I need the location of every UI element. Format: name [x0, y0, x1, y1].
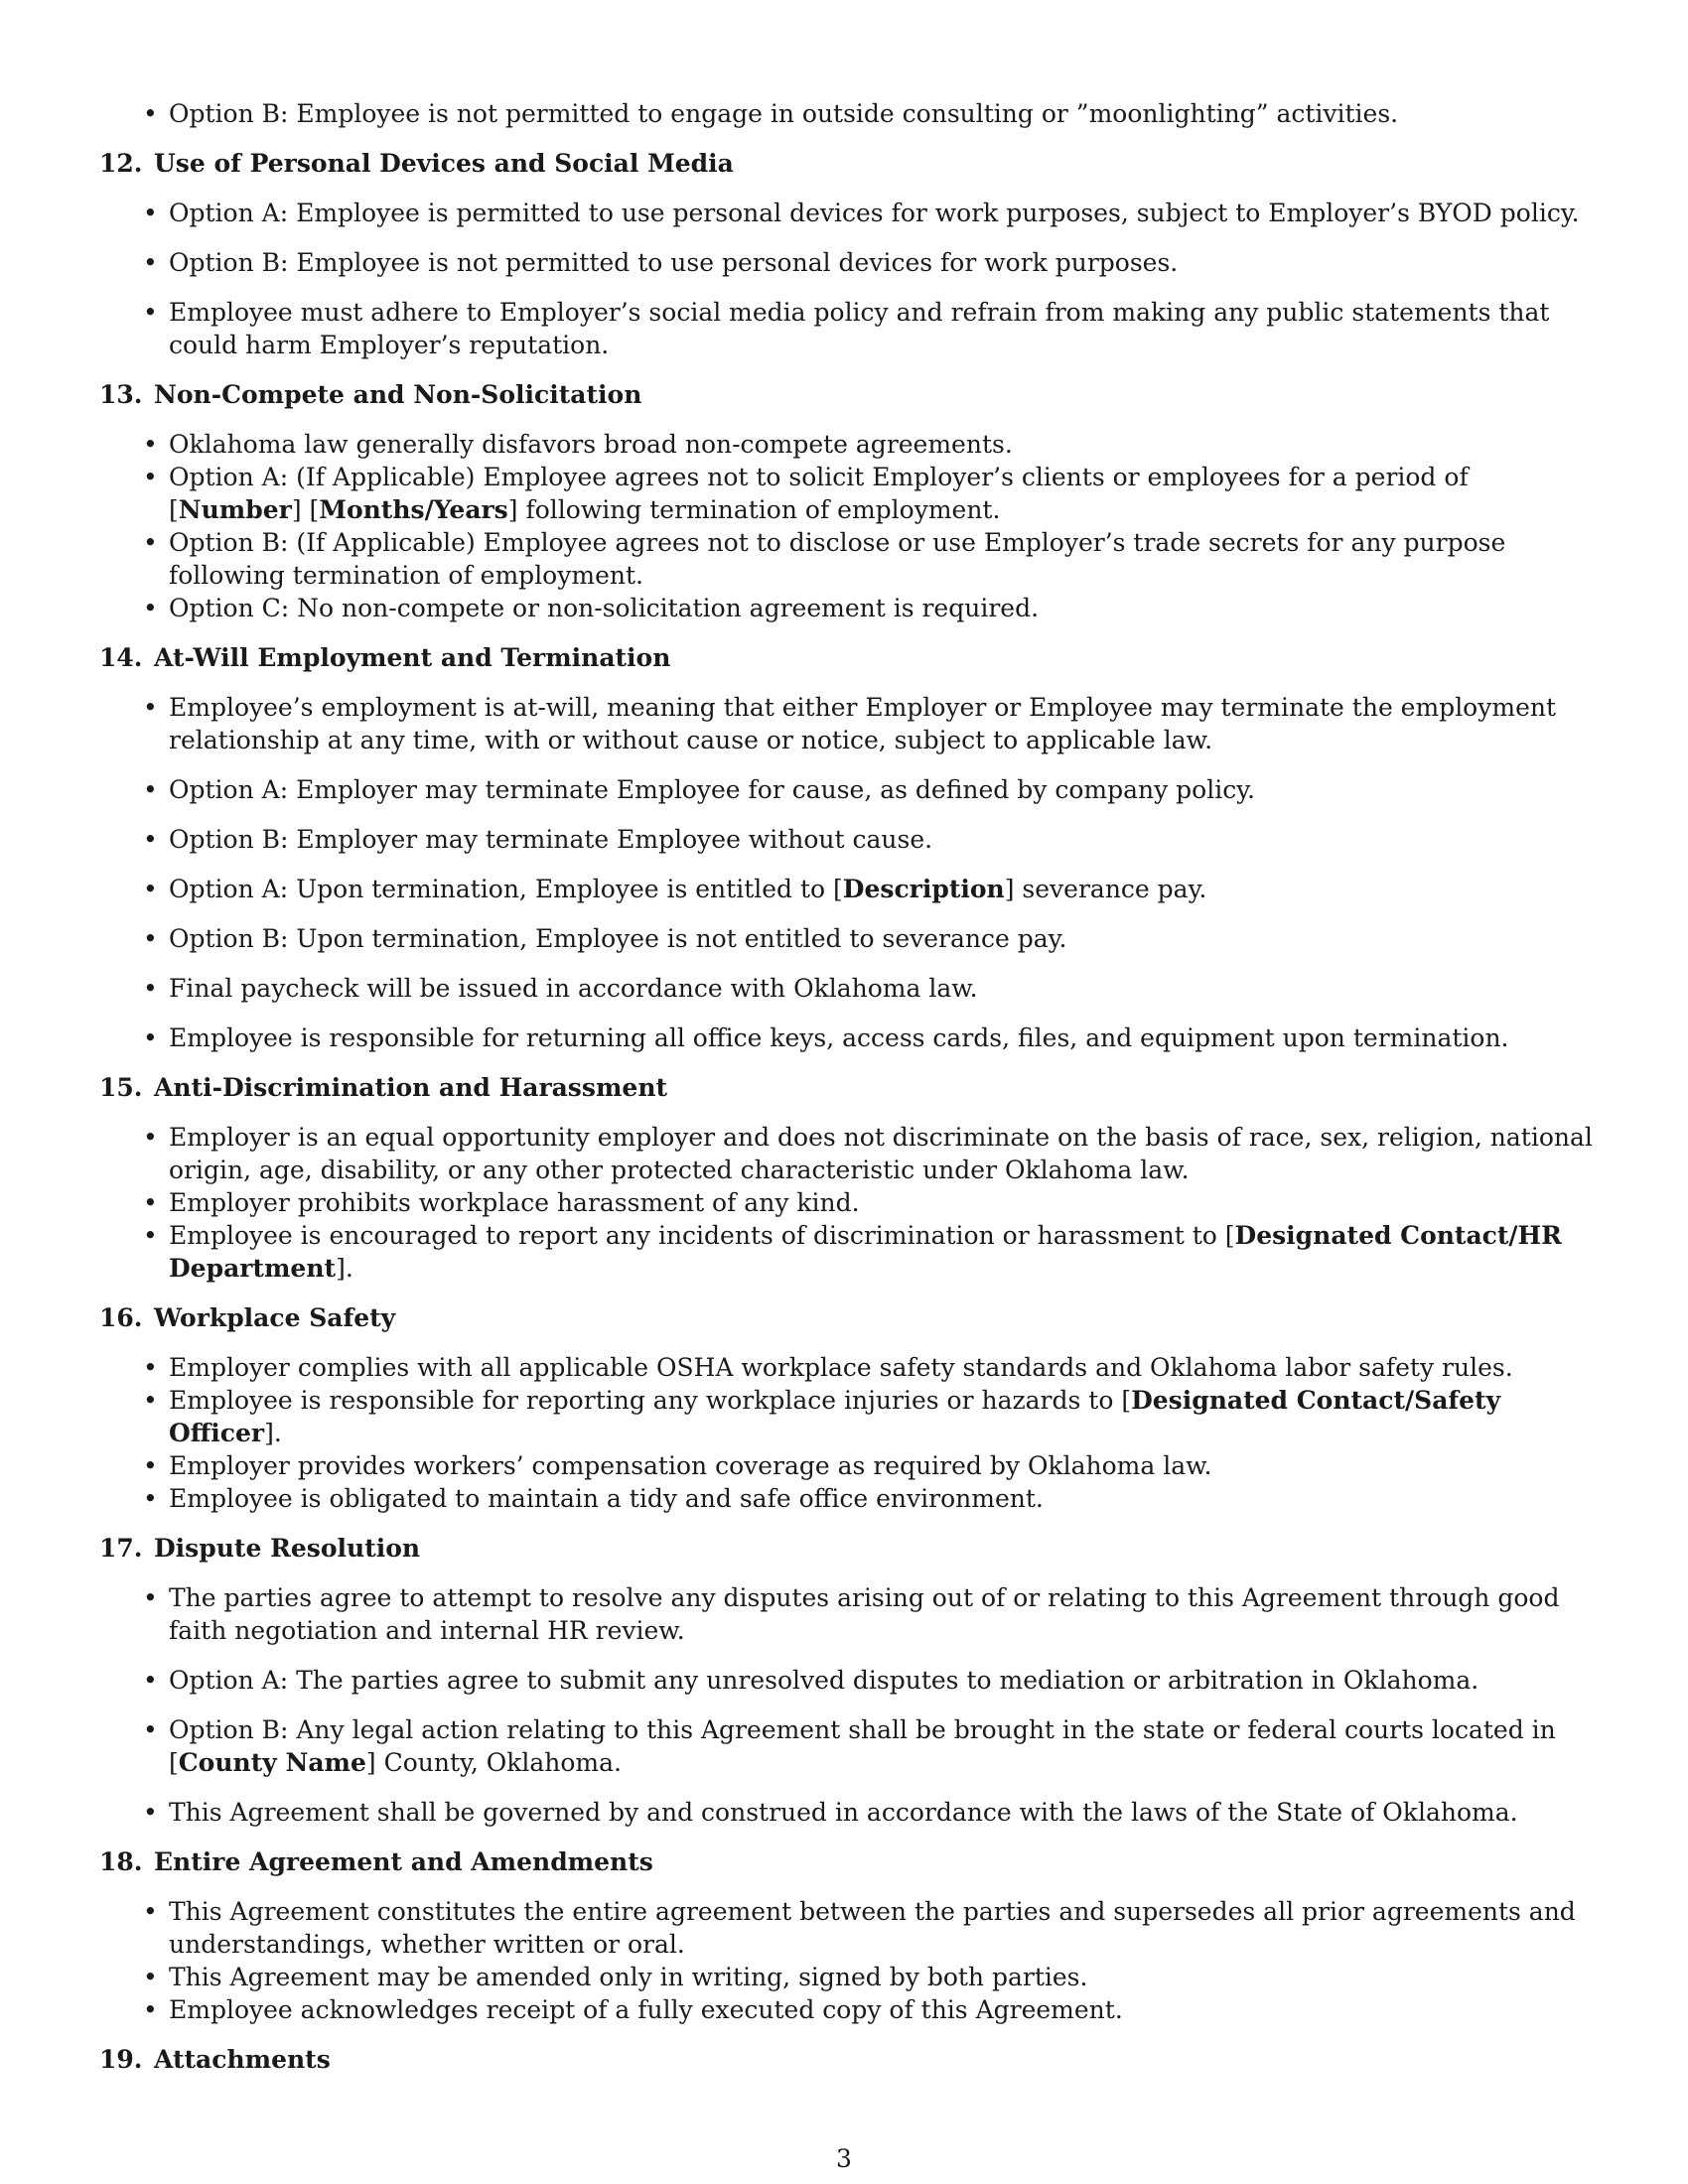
list-item: • Option B: Employee is not permitted to engage in outside consulting or ”moonlighting” activities.	[99, 97, 1599, 130]
list-item: • This Agreement constitutes the entire agreement between the parties and supersedes all prior agreements and understandings, whether written or oral.	[99, 1895, 1599, 1961]
list-item: • Option B: Employee is not permitted to use personal devices for work purposes.	[99, 246, 1599, 279]
list-item: • The parties agree to attempt to resolve any disputes arising out of or relating to this Agreement through good faith negotiation and internal HR review.	[99, 1581, 1599, 1647]
list-item: • Option A: The parties agree to submit any unresolved disputes to mediation or arbitration in Oklahoma.	[99, 1664, 1599, 1697]
section-heading-15: 15. Anti-Discrimination and Harassment	[99, 1073, 668, 1102]
list-item: • Option B: Employer may terminate Employee without cause.	[99, 823, 1599, 856]
list-item: • Employee must adhere to Employer’s social media policy and refrain from making any public statements that could harm Employer’s reputation.	[99, 296, 1599, 361]
list-item: • Option A: Upon termination, Employee is entitled to [Description] severance pay.	[99, 873, 1599, 905]
section-heading-19: 19. Attachments	[99, 2045, 331, 2074]
section-heading-16: 16. Workplace Safety	[99, 1303, 396, 1332]
list-item: • Option C: No non-compete or non-solicitation agreement is required.	[99, 592, 1599, 624]
list-item: • Employee acknowledges receipt of a fully executed copy of this Agreement.	[99, 1993, 1599, 2026]
list-item: • Employee is responsible for returning all office keys, access cards, files, and equipment upon termination.	[99, 1022, 1599, 1054]
list-item: • Employer complies with all applicable OSHA workplace safety standards and Oklahoma labor safety rules.	[99, 1351, 1599, 1384]
list-item: • Option B: (If Applicable) Employee agrees not to disclose or use Employer’s trade secrets for any purpose following termination of employment.	[99, 526, 1599, 592]
section-heading-13: 13. Non-Compete and Non-Solicitation	[99, 380, 642, 409]
list-item: • Oklahoma law generally disfavors broad non-compete agreements.	[99, 428, 1599, 461]
list-item: • This Agreement shall be governed by and construed in accordance with the laws of the State of Oklahoma.	[99, 1796, 1599, 1829]
list-item: • Employer prohibits workplace harassment of any kind.	[99, 1186, 1599, 1219]
page-number: 3	[836, 2144, 852, 2173]
list-item: • Employee is responsible for reporting any workplace injuries or hazards to [Designated Contact/Safety Officer].	[99, 1384, 1599, 1449]
list-item: • Employer provides workers’ compensation coverage as required by Oklahoma law.	[99, 1449, 1599, 1482]
section-heading-12: 12. Use of Personal Devices and Social Media	[99, 149, 734, 178]
section-heading-17: 17. Dispute Resolution	[99, 1534, 421, 1563]
list-item: • Option A: Employee is permitted to use personal devices for work purposes, subject to Employer’s BYOD policy.	[99, 197, 1599, 229]
list-item: • Option B: Any legal action relating to this Agreement shall be brought in the state or federal courts located in [County Name] County, Oklahoma.	[99, 1713, 1599, 1779]
document-body	[99, 97, 1599, 2093]
section-heading-14: 14. At-Will Employment and Termination	[99, 643, 671, 672]
list-item: • Option A: (If Applicable) Employee agrees not to solicit Employer’s clients or employees for a period of [Number] [Months/Years] following termination of employment.	[99, 461, 1599, 526]
section-heading-18: 18. Entire Agreement and Amendments	[99, 1847, 653, 1876]
list-item: • Option A: Employer may terminate Employee for cause, as defined by company policy.	[99, 773, 1599, 806]
list-item: • Employee’s employment is at-will, meaning that either Employer or Employee may terminate the employment relationship at any time, with or without cause or notice, subject to applicable law.	[99, 691, 1599, 756]
list-item: • Final paycheck will be issued in accordance with Oklahoma law.	[99, 972, 1599, 1005]
list-item: • Option B: Upon termination, Employee is not entitled to severance pay.	[99, 922, 1599, 955]
list-item: • Employee is obligated to maintain a tidy and safe office environment.	[99, 1482, 1599, 1515]
list-item: • This Agreement may be amended only in writing, signed by both parties.	[99, 1961, 1599, 1993]
list-item: • Employer is an equal opportunity employer and does not discriminate on the basis of race, sex, religion, national origin, age, disability, or any other protected characteristic under Oklahoma law.	[99, 1121, 1599, 1186]
list-item: • Employee is encouraged to report any incidents of discrimination or harassment to [Designated Contact/HR Department].	[99, 1219, 1599, 1285]
